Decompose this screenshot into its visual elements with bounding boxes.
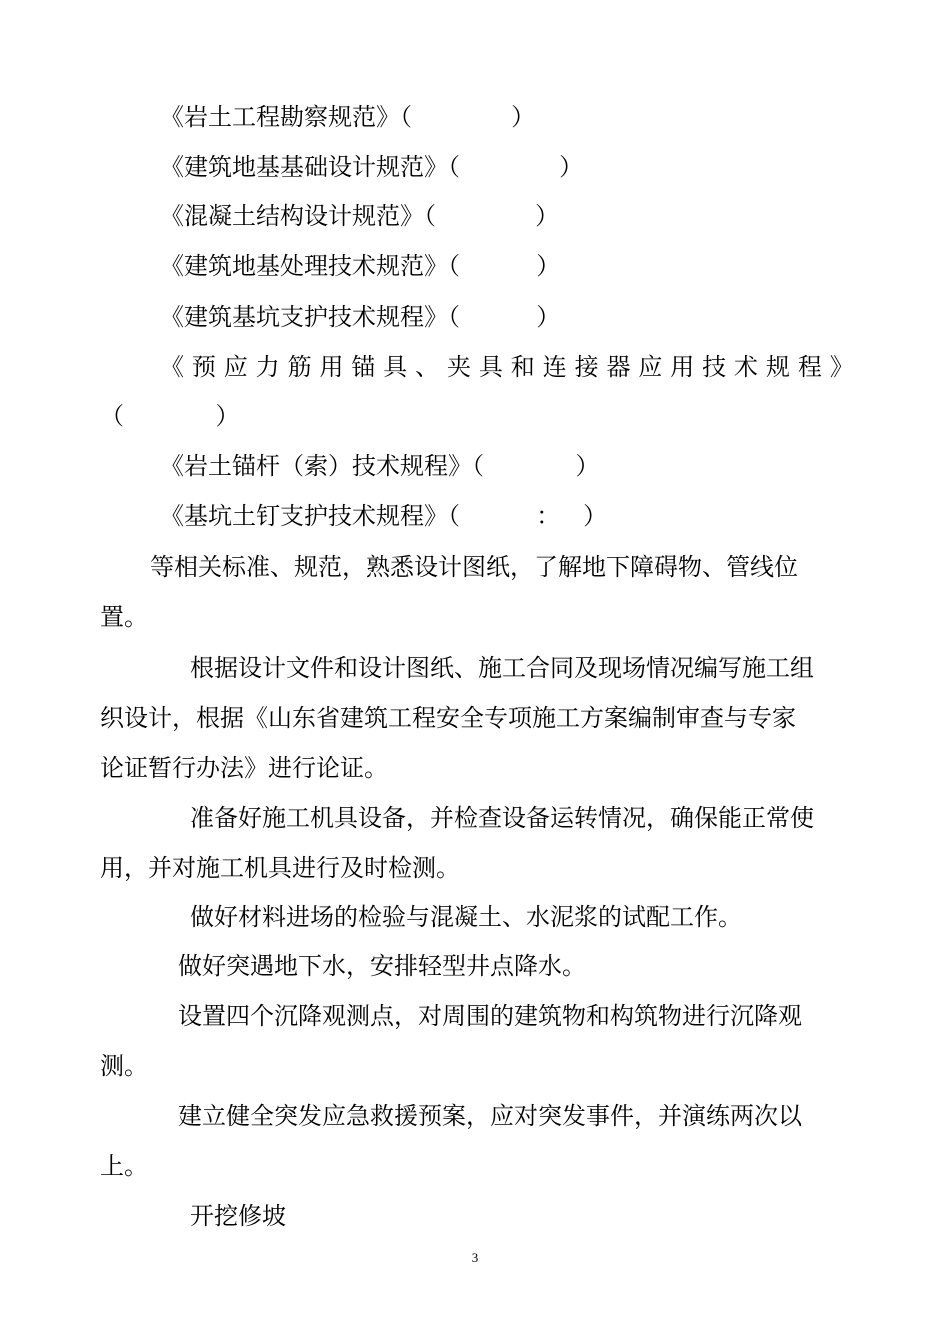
char: 技 xyxy=(702,353,727,381)
reference-rock-anchor: 《岩土锚杆（索）技术规程》（ ） xyxy=(160,452,600,480)
paragraph-line: 准备好施工机具设备，并检查设备运转情况，确保能正常使 xyxy=(190,804,814,832)
paragraph-line: 做好突遇地下水，安排轻型井点降水。 xyxy=(178,952,586,980)
reference-soil-nailing: 《基坑土钉支护技术规程》（ ： ） xyxy=(160,502,608,530)
paragraph-line: 测。 xyxy=(100,1052,148,1080)
char: 用 xyxy=(319,353,344,381)
char: 夹 xyxy=(447,353,472,381)
char: 程 xyxy=(797,353,822,381)
reference-foundation-design: 《建筑地基基础设计规范》（ ） xyxy=(160,153,584,181)
paragraph-line: 等相关标准、规范，熟悉设计图纸，了解地下障碍物、管线位 xyxy=(150,553,798,581)
section-heading: 开挖修坡 xyxy=(190,1202,286,1230)
paragraph-line: 建立健全突发应急救援预案，应对突发事件，并演练两次以 xyxy=(178,1102,802,1130)
paragraph-line: 根据设计文件和设计图纸、施工合同及现场情况编写施工组 xyxy=(190,654,814,682)
page-number: 3 xyxy=(471,1250,479,1265)
char: 和 xyxy=(510,353,535,381)
char: 应 xyxy=(223,353,248,381)
char: 锚 xyxy=(351,353,376,381)
char: 用 xyxy=(670,353,695,381)
char: 连 xyxy=(542,353,567,381)
paragraph-line: 设置四个沉降观测点，对周围的建筑物和构筑物进行沉降观 xyxy=(178,1002,802,1030)
char: 筋 xyxy=(287,353,312,381)
char: 接 xyxy=(574,353,599,381)
reference-foundation-treatment: 《建筑地基处理技术规范》（ ） xyxy=(160,252,561,280)
char: 》 xyxy=(829,353,854,381)
paragraph-line: 做好材料进场的检验与混凝土、水泥浆的试配工作。 xyxy=(190,903,742,931)
char: 规 xyxy=(765,353,790,381)
char: 术 xyxy=(734,353,759,381)
char: 、 xyxy=(415,353,440,381)
char: 预 xyxy=(191,353,216,381)
reference-prestress-anchorage-code: （ ） xyxy=(100,402,240,430)
char: 具 xyxy=(478,353,503,381)
char: 具 xyxy=(383,353,408,381)
paragraph-line: 织设计，根据《山东省建筑工程安全专项施工方案编制审查与专家 xyxy=(100,704,796,732)
reference-concrete-design: 《混凝土结构设计规范》（ ） xyxy=(160,202,560,230)
paragraph-line: 用，并对施工机具进行及时检测。 xyxy=(100,854,460,882)
reference-geotechnical-survey: 《岩土工程勘察规范》（ ） xyxy=(160,103,536,131)
reference-prestress-anchorage xyxy=(160,352,854,382)
char: 应 xyxy=(638,353,663,381)
char: 力 xyxy=(255,353,280,381)
reference-pit-support: 《建筑基坑支护技术规程》（ ） xyxy=(160,303,561,331)
paragraph-line: 置。 xyxy=(100,603,148,631)
paragraph-line: 上。 xyxy=(100,1152,148,1180)
char: 《 xyxy=(160,353,184,381)
paragraph-line: 论证暂行办法》进行论证。 xyxy=(100,754,388,782)
char: 器 xyxy=(606,353,631,381)
